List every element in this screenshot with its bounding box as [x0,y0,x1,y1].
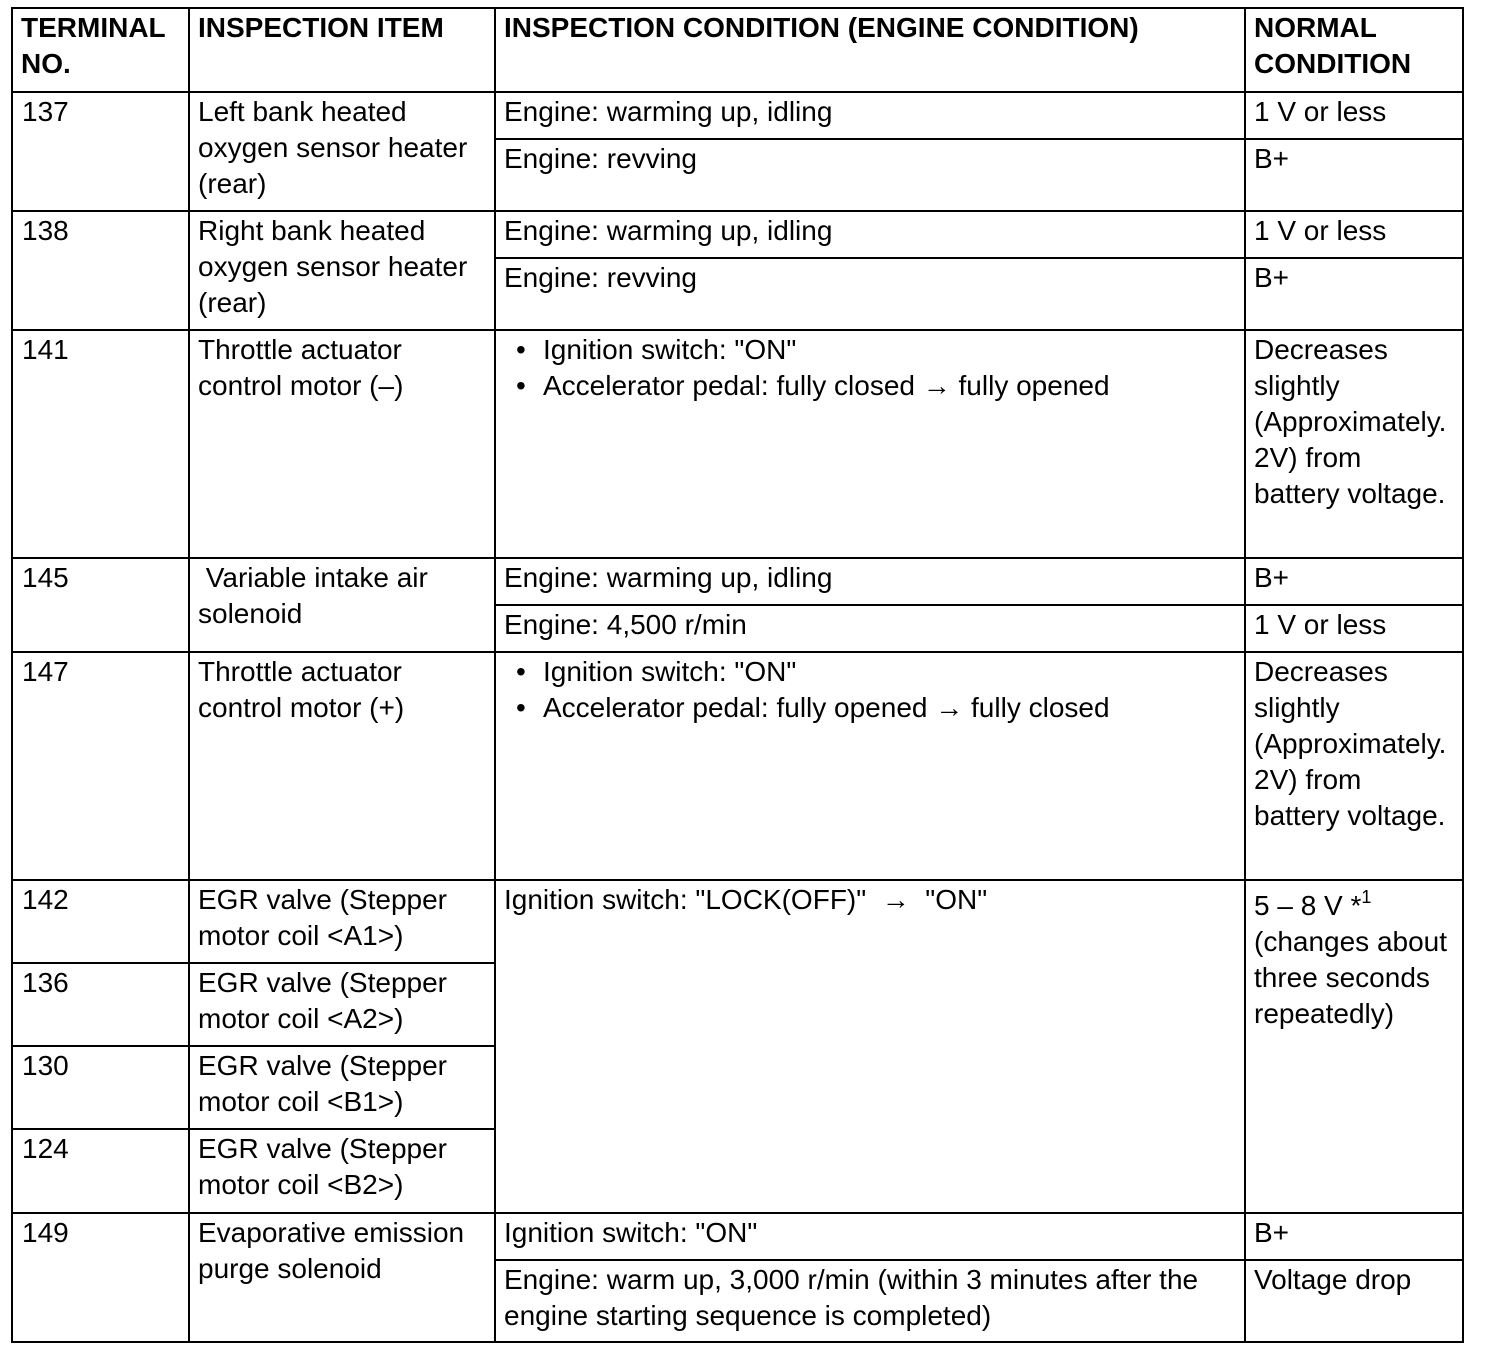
inspection-item-cell: EGR valve (Stepper motor coil <A1>) [189,880,495,963]
footnote-marker: 1 [1361,886,1372,907]
normal-value: 5 – 8 V * [1254,890,1362,921]
inspection-item-cell: Throttle actuator control motor (–) [189,330,495,558]
normal-cell: Voltage drop [1245,1260,1463,1342]
condition-cell [495,330,1245,558]
table-row [12,558,1463,605]
inspection-item-cell: Variable intake air solenoid [189,558,495,652]
terminal-cell: 142 [12,880,189,963]
condition-bullet: • Accelerator pedal: fully opened → fully closed [504,690,1236,726]
condition-cell: Engine: warming up, idling [495,558,1245,605]
header-normal-condition: NORMAL CONDITION [1245,8,1463,92]
table-row [12,92,1463,139]
inspection-item-cell: EGR valve (Stepper motor coil <A2>) [189,963,495,1046]
terminal-cell: 141 [12,330,189,558]
normal-cell: B+ [1245,1213,1463,1260]
normal-cell: B+ [1245,258,1463,330]
table-row [12,211,1463,258]
table-row [12,880,1463,963]
condition-cell: Engine: 4,500 r/min [495,605,1245,652]
terminal-cell: 136 [12,963,189,1046]
condition-bullet-list [504,332,1236,404]
normal-cell: B+ [1245,558,1463,605]
inspection-item-cell: Left bank heated oxygen sensor heater (rear) [189,92,495,211]
terminal-inspection-table [11,7,1464,1343]
terminal-cell: 147 [12,652,189,880]
inspection-item-cell: Evaporative emission purge solenoid [189,1213,495,1342]
table-row [12,652,1463,880]
terminal-cell: 138 [12,211,189,330]
normal-cell: 1 V or less [1245,211,1463,258]
inspection-item-cell: Throttle actuator control motor (+) [189,652,495,880]
condition-cell: Engine: warming up, idling [495,92,1245,139]
normal-cell: Decreases slightly (Approximately. 2V) from battery voltage. [1245,330,1463,558]
normal-cell: 1 V or less [1245,605,1463,652]
header-inspection-item: INSPECTION ITEM [189,8,495,92]
condition-bullet-list [504,654,1236,726]
terminal-cell: 149 [12,1213,189,1342]
condition-cell: Engine: warming up, idling [495,211,1245,258]
condition-cell: Ignition switch: "ON" [495,1213,1245,1260]
condition-cell: Engine: revving [495,139,1245,211]
table-row [12,330,1463,558]
condition-cell: Ignition switch: "LOCK(OFF)" → "ON" [495,880,1245,1213]
condition-bullet: • Ignition switch: "ON" [504,654,1236,690]
normal-cell: 1 V or less [1245,92,1463,139]
condition-cell [495,652,1245,880]
terminal-cell: 130 [12,1046,189,1129]
table-row [12,1213,1463,1260]
header-row [12,8,1463,92]
header-inspection-condition: INSPECTION CONDITION (ENGINE CONDITION) [495,8,1245,92]
condition-cell: Engine: warm up, 3,000 r/min (within 3 minutes after the engine starting sequence is completed) [495,1260,1245,1342]
inspection-item-cell: Right bank heated oxygen sensor heater (rear) [189,211,495,330]
inspection-item-cell: EGR valve (Stepper motor coil <B1>) [189,1046,495,1129]
terminal-cell: 145 [12,558,189,652]
condition-bullet: • Ignition switch: "ON" [504,332,1236,368]
inspection-item-cell: EGR valve (Stepper motor coil <B2>) [189,1129,495,1213]
header-terminal: TERMINAL NO. [12,8,189,92]
condition-bullet: • Accelerator pedal: fully closed → fully opened [504,368,1236,404]
condition-cell: Engine: revving [495,258,1245,330]
terminal-cell: 137 [12,92,189,211]
terminal-cell: 124 [12,1129,189,1213]
normal-cell: Decreases slightly (Approximately. 2V) from battery voltage. [1245,652,1463,880]
normal-note-text: (changes about three seconds repeatedly) [1254,926,1448,1029]
normal-cell: B+ [1245,139,1463,211]
normal-cell [1245,880,1463,1213]
